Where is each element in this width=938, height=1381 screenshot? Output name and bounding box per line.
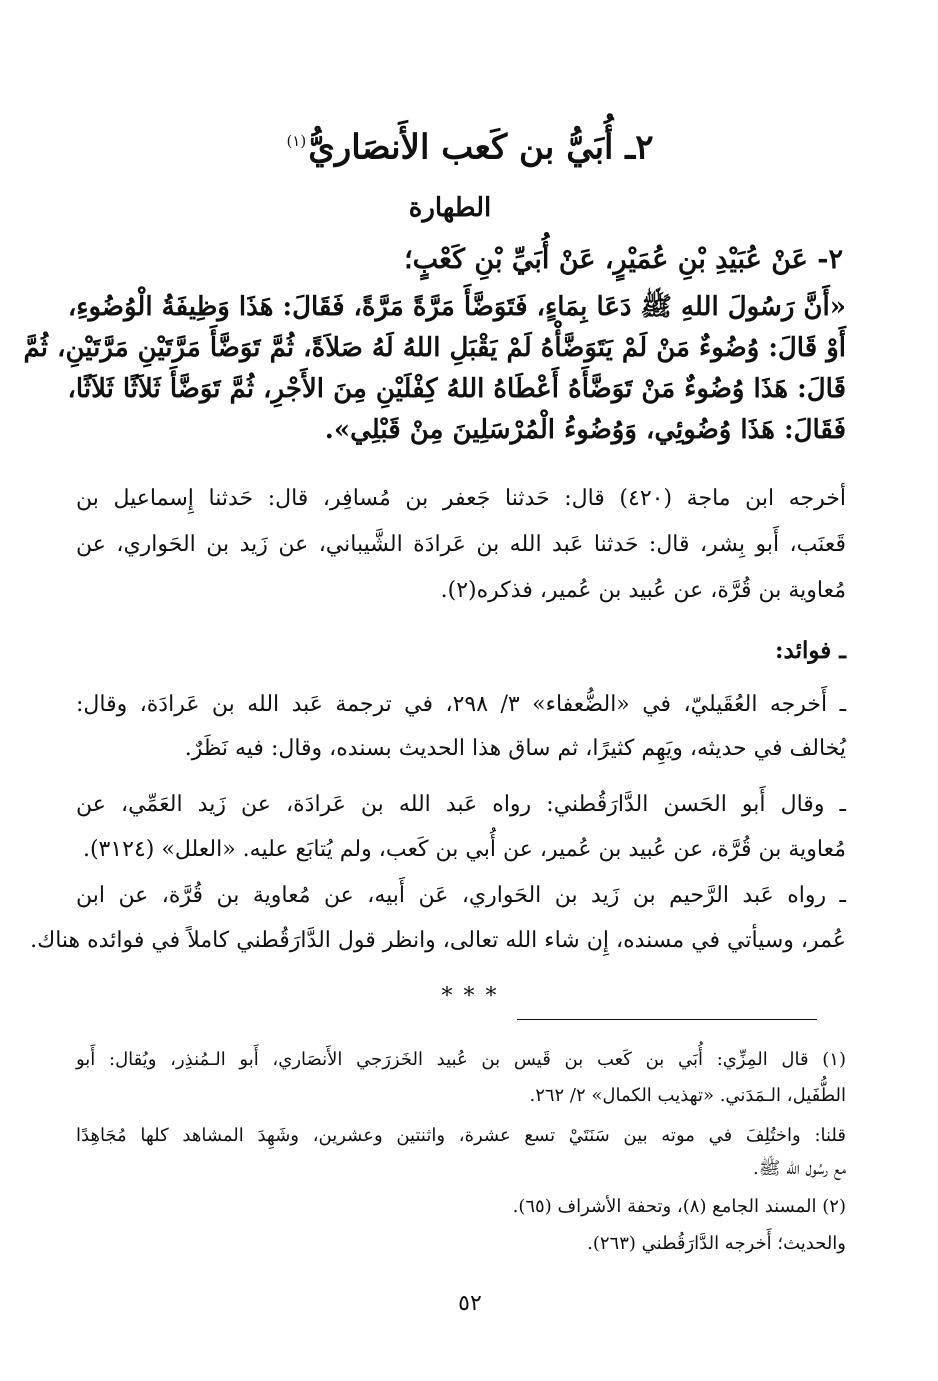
benefit-paragraph-line: يُخالف في حديثه، ويَهِم كثيرًا، ثم ساق هذا الحديث بسنده، وقال: فيه نَظَرٌ. (184, 736, 846, 761)
footnote-line: والحديث؛ أَخرجه الدَّارَقُطني (٢٦٣). (587, 1233, 846, 1254)
takhrij-line: قَعنَب، أَبو بِشر، قال: حَدثنا عَبد الله بن عَرادَة الشَّيباني، عن زَيد بن الحَواري، عن (76, 532, 846, 557)
benefit-paragraph-line: عُمر، وسيأتي في مسنده، إِن شاء الله تعالى، وانظر قول الدَّارَقُطني كاملاً في فوائده هناك. (30, 928, 846, 953)
footnote-line: الطُّفَيل، الـمَدَني. «تهذيب الكمال» ٢/ ٢٦٢. (529, 1085, 846, 1106)
takhrij-line: مُعاوية بن قُرَّة، عن عُبيد بن عُمير، فذكره(٢). (440, 578, 846, 603)
takhrij-line: أخرجه ابن ماجة (٤٢٠) قال: حَدثنا جَعفر بن مُسافِر، قال: حَدثنا إِسماعيل بن (76, 486, 847, 511)
benefit-paragraph-line: مُعاوية بن قُرَّة، عن عُبيد بن عُمير، عن أُبي بن كَعب، ولم يُتابَع عليه. «العلل» (٣١٢٤). (82, 837, 846, 862)
hadith-text-line: أَوْ قَالَ: وُضُوءٌ مَنْ لَمْ يَتَوَضَّأْهُ لَمْ يَقْبَلِ اللهُ لَهُ صَلاَةً، ثُمَّ تَوَضَّأَ مَرَّتَيْنِ مَرَّتَيْنِ، ثُمَّ (23, 333, 846, 363)
benefit-paragraph-line: ـ وقال أَبو الحَسن الدَّارَقُطني: رواه عَبد الله بن عَرادَة، عن زَيد العَمِّي، عن (76, 792, 846, 817)
chapter-title (180, 116, 760, 172)
hadith-text-line: «أَنَّ رَسُولَ اللهِ ﷺ دَعَا بِمَاءٍ، فَتَوَضَّأَ مَرَّةً مَرَّةً، فَقَالَ: هَذَا وَظِيفَةُ الْوُضُوءِ، (67, 292, 846, 322)
benefits-heading: ـ فوائد: (775, 637, 846, 664)
page-number: ٥٢ (458, 1291, 482, 1316)
footnote-line: قلنا: واختُلِفَ في موته بين سَنَتَيْ تسع عشرة، واثنتين وعشرين، وشَهِدَ المشاهد كلها مُجَاهِدًا (76, 1125, 846, 1146)
footnote-line: مع رسُول الله ﷺ. (753, 1158, 846, 1179)
section-separator: * * * (441, 984, 499, 1009)
footnote-line: (٢) المسند الجامع (٨)، وتحفة الأشراف (٦٥). (512, 1196, 846, 1217)
hadith-text-line: فَقَالَ: هَذَا وُضُوئِي، وَوُضُوءُ الْمُرْسَلِينَ مِنْ قَبْلِي». (324, 415, 846, 445)
benefit-paragraph-line: ـ رواه عَبد الرَّحيم بن زَيد بن الحَواري، عَن أَبيه، عن مُعاوية بن قُرَّة، عن ابن (76, 883, 846, 908)
footnote-line: (١) قال المِزِّي: أُبَي بن كَعب بن قَيس بن عُبيد الخَزرَجي الأَنصَاري، أَبو الـمُنذِر، ويُقال: أَبو (76, 1049, 846, 1070)
chapter-title-text: ٢ـ أُبَيُّ بن كَعب الأَنصَاريُّ (308, 127, 654, 168)
hadith-text-line: قَالَ: هَذَا وُضُوءٌ مَنْ تَوَضَّأَهُ أَعْطَاهُ اللهُ كِفْلَيْنِ مِنَ الأَجْرِ، ثُمَّ تَوَضَّأَ ثَلاَثًا ثَلاَثًا، (67, 374, 846, 404)
footnote-divider (517, 1019, 817, 1020)
benefit-paragraph-line: ـ أَخرجه العُقَيليّ، في «الضُّعفاء» ٣/ ٢٩٨، في ترجمة عَبد الله بن عَرادَة، وقال: (76, 692, 847, 717)
hadith-isnad: ٢- عَنْ عُبَيْدِ بْنِ عُمَيْرٍ، عَنْ أُبَيِّ بْنِ كَعْبٍ؛ (404, 244, 843, 275)
section-title: الطهارة (408, 193, 492, 223)
footnote-reference[interactable]: (١) (286, 132, 307, 150)
